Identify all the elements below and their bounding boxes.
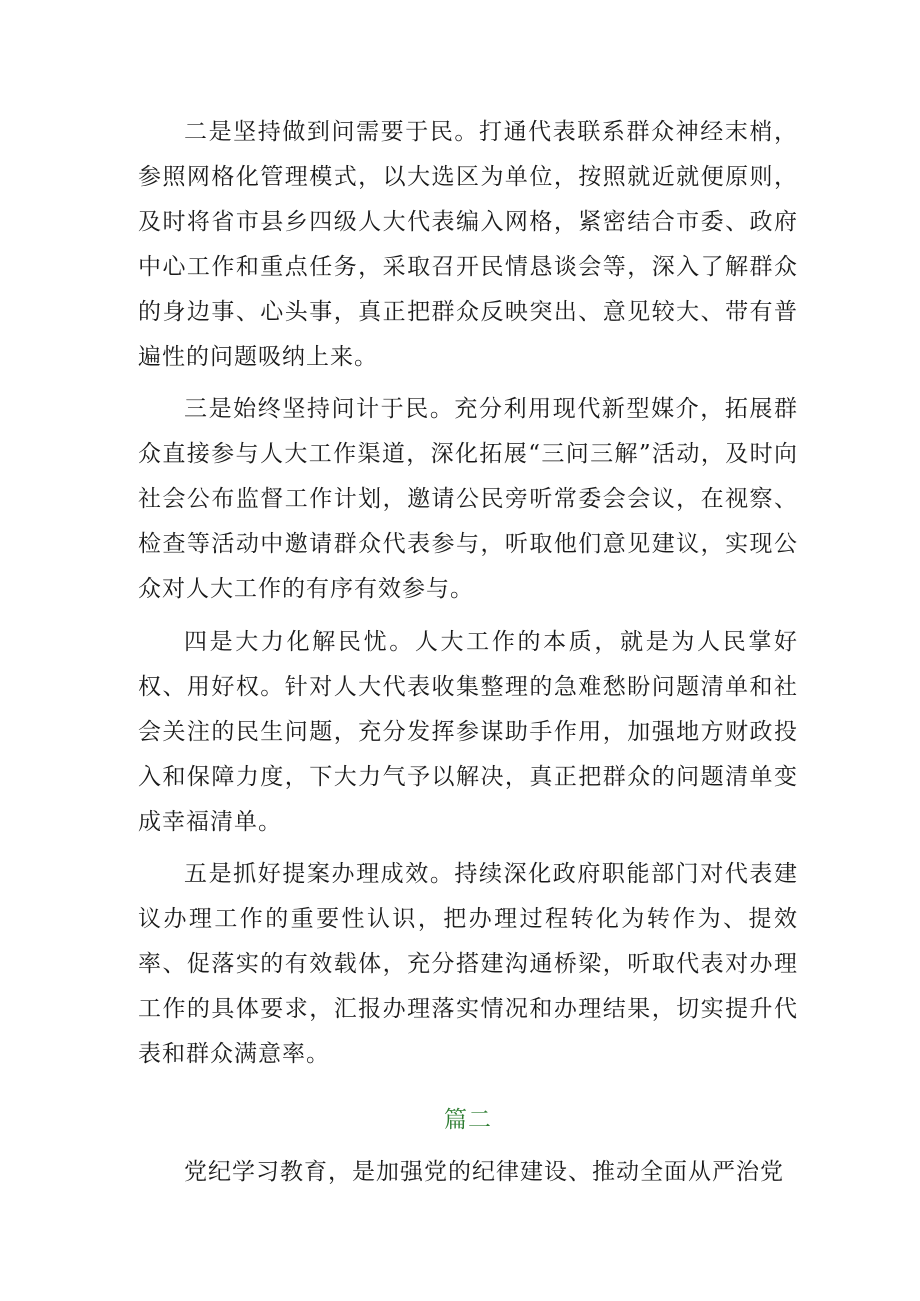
paragraph-4: 四是大力化解民忧。人大工作的本质，就是为人民掌好权、用好权。针对人大代表收集整理的急难愁盼问题清单和社会关注的民生问题，充分发挥参谋助手作用，加强地方财政投入和保障力度，下大力气予以解决，真正把群众的问题清单变成幸福清单。 [138, 629, 798, 835]
paragraph-2: 二是坚持做到问需要于民。打通代表联系群众神经末梢，参照网格化管理模式，以大选区为单位，按照就近就便原则，及时将省市县乡四级人大代表编入网格，紧密结合市委、政府中心工作和重点任务，采取召开民情恳谈会等，深入了解群众的身边事、心头事，真正把群众反映突出、意见较大、带有普遍性的问题吸纳上来。 [138, 119, 798, 370]
paragraph-5: 五是抓好提案办理成效。持续深化政府职能部门对代表建议办理工作的重要性认识，把办理过程转化为转作为、提效率、促落实的有效载体，充分搭建沟通桥梁，听取代表对办理工作的具体要求，汇报办理落实情况和办理结果，切实提升代表和群众满意率。 [138, 861, 798, 1067]
paragraph-3: 三是始终坚持问计于民。充分利用现代新型媒介，拓展群众直接参与人大工作渠道，深化拓展“三问三解”活动，及时向社会公布监督工作计划，邀请公民旁听常委会会议，在视察、检查等活动中邀请群众代表参与，听取他们意见建议，实现公众对人大工作的有序有效参与。 [138, 396, 798, 602]
paragraph-next: 党纪学习教育，是加强党的纪律建设、推动全面从严治党 [184, 1159, 784, 1185]
section-heading: 篇二 [444, 1107, 492, 1133]
